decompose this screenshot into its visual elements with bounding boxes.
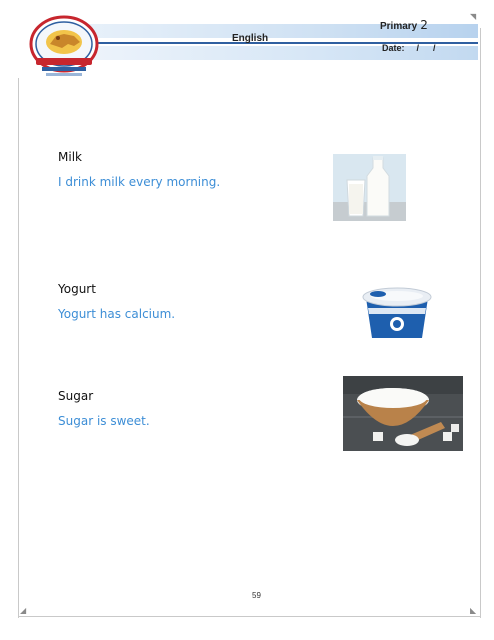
corner-marker-bottom-right: ◣ [470, 606, 477, 615]
grade-number: 2 [420, 18, 428, 32]
corner-marker-top-right: ◥ [470, 12, 477, 21]
vocab-sentence: I drink milk every morning. [58, 175, 221, 189]
corner-marker-bottom-left: ◢ [20, 606, 27, 615]
date-separator-1: / [416, 43, 420, 53]
primary-label: Primary [380, 21, 418, 32]
vocab-sentence: Sugar is sweet. [58, 414, 150, 428]
yogurt-cup-icon [358, 280, 436, 344]
vocab-word: Sugar [58, 389, 94, 403]
primary-grade [380, 18, 428, 32]
vocab-word: Yogurt [58, 282, 96, 296]
frame-right-border [480, 28, 481, 618]
school-logo [28, 14, 102, 80]
frame-bottom-border [18, 616, 481, 617]
date-label: Date: [382, 43, 405, 53]
sugar-bowl-icon [343, 376, 463, 451]
page-number: 59 [252, 591, 261, 600]
subject-title: English [232, 33, 269, 44]
frame-left-border [18, 78, 19, 618]
vocab-sentence: Yogurt has calcium. [58, 307, 176, 321]
date-field [382, 43, 436, 53]
milk-glass-bottle-icon [333, 154, 406, 221]
date-separator-2: / [433, 43, 436, 53]
vocab-word: Milk [58, 150, 82, 164]
